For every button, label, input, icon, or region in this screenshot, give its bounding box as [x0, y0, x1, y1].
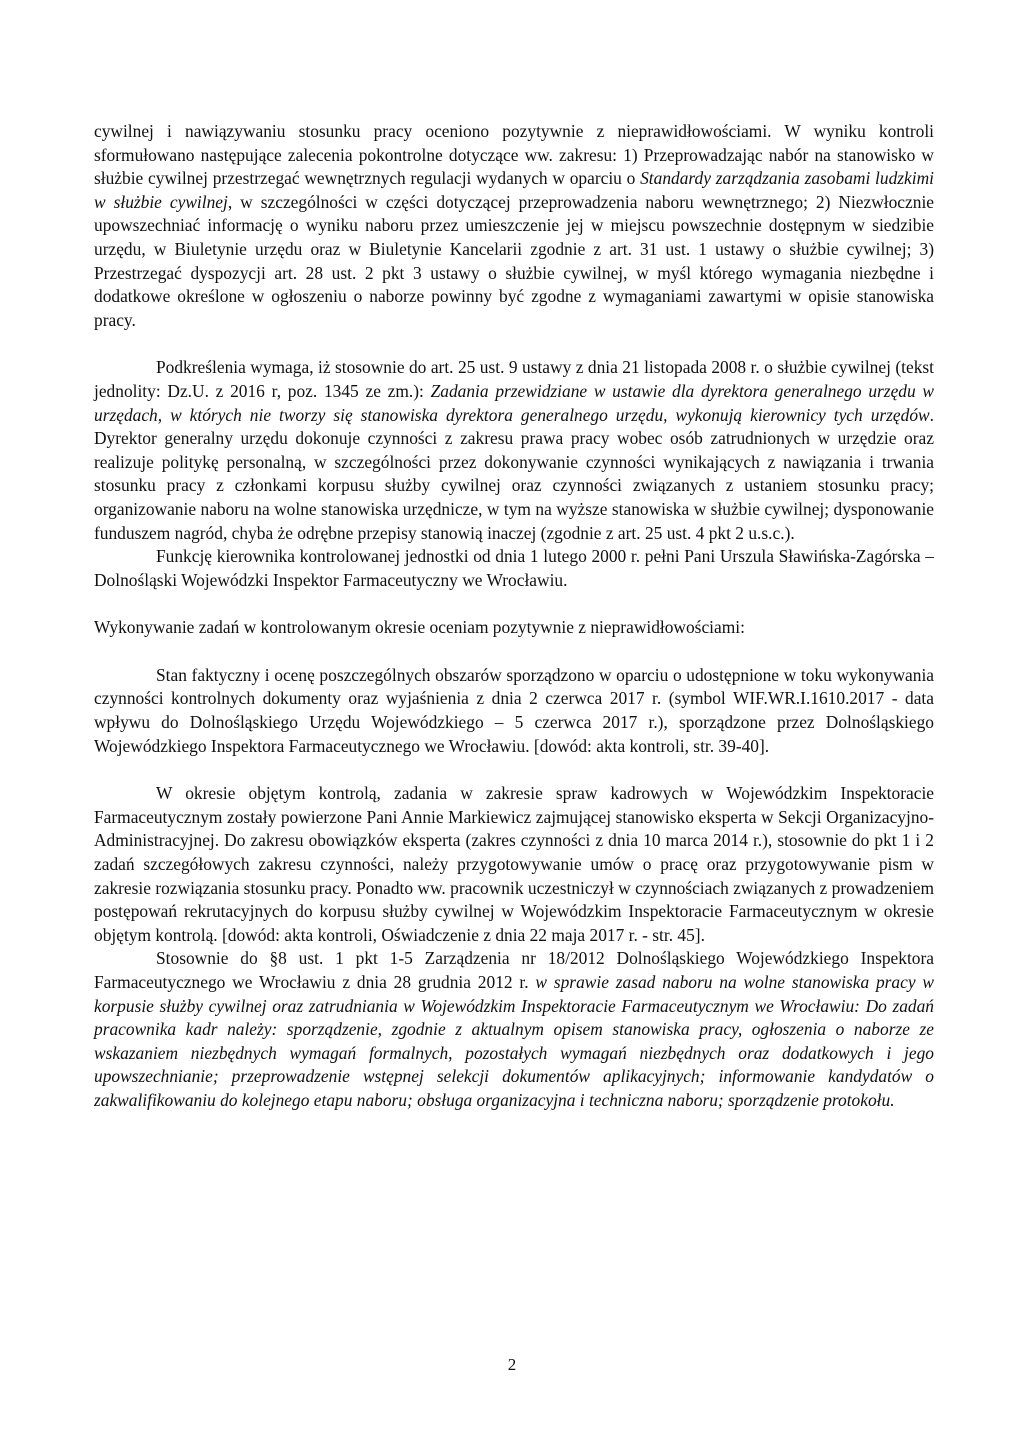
spacer	[94, 332, 934, 356]
spacer	[94, 640, 934, 664]
paragraph-hr-tasks: W okresie objętym kontrolą, zadania w zakresie spraw kadrowych w Wojewódzkim Inspektoracie Farmaceutycznym zostały powierzone Pani Annie Markiewicz zajmującej stanowisko eksperta w Sekcji Organizacyjno-Administracyjnej. Do zakresu obowiązków eksperta (zakres czynności z dnia 10 marca 2014 r.), stosownie do pkt 1 i 2 zadań szczegółowych zakresu czynności, należy przygotowywanie umów o pracę oraz przygotowywanie pism w zakresie rozwiązania stosunku pracy. Ponadto ww. pracownik uczestniczył w czynnościach związanych z prowadzeniem postępowań rekrutacyjnych do korpusu służby cywilnej w Wojewódzkim Inspektoracie Farmaceutycznym w okresie objętym kontrolą. [dowód: akta kontroli, Oświadczenie z dnia 22 maja 2017 r. - str. 45].	[94, 783, 934, 945]
document-page	[94, 120, 934, 1113]
paragraph-regulation: Stosownie do §8 ust. 1 pkt 1-5 Zarządzenia nr 18/2012 Dolnośląskiego Wojewódzkiego Inspektora Farmaceutycznego we Wrocławiu z dnia 28 grudnia 2012 r. w sprawie zasad naboru na wolne stanowiska pracy w korpusie służby cywilnej oraz zatrudniania w Wojewódzkim Inspektoracie Farmaceutycznym we Wrocławiu: Do zadań pracownika kadr należy: sporządzenie, zgodnie z aktualnym opisem stanowiska pracy, ogłoszenia o naborze ze wskazaniem niezbędnych wymagań formalnych, pozostałych wymagań niezbędnych oraz dodatkowych i jego upowszechnianie; przeprowadzenie wstępnej selekcji dokumentów aplikacyjnych; informowanie kandydatów o zakwalifikowaniu do kolejnego etapu naboru; obsługa organizacyjna i techniczna naboru; sporządzenie protokołu.	[94, 948, 934, 1110]
page-number: 2	[507, 1355, 517, 1374]
paragraph-recommendations: cywilnej i nawiązywaniu stosunku pracy oceniono pozytywnie z nieprawidłowościami. W wyniku kontroli sformułowano następujące zalecenia pokontrolne dotyczące ww. zakresu: 1) Przeprowadzając nabór na stanowisko w służbie cywilnej przestrzegać wewnętrznych regulacji wydanych w oparciu o Standardy zarządzania zasobami ludzkimi w służbie cywilnej, w szczególności w części dotyczącej przeprowadzenia naboru wewnętrznego; 2) Niezwłocznie upowszechniać informację o wyniku naboru przez umieszczenie jej w miejscu powszechnie dostępnym w siedzibie urzędu, w Biuletynie urzędu oraz w Biuletynie Kancelarii zgodnie z art. 31 ust. 1 ustawy o służbie cywilnej; 3) Przestrzegać dyspozycji art. 28 ust. 2 pkt 3 ustawy o służbie cywilnej, w myśl którego wymagania niezbędne i dodatkowe określone w ogłoszeniu o naborze powinny być zgodne z wymaganiami zawartymi w opisie stanowiska pracy.	[94, 121, 934, 330]
paragraph-assessment: Wykonywanie zadań w kontrolowanym okresie oceniam pozytywnie z nieprawidłowościami:	[94, 617, 745, 638]
paragraph-unit-head: Funkcję kierownika kontrolowanej jednostki od dnia 1 lutego 2000 r. pełni Pani Urszula Sławińska-Zagórska – Dolnośląski Wojewódzki Inspektor Farmaceutyczny we Wrocławiu.	[94, 546, 934, 590]
paragraph-factual-state: Stan faktyczny i ocenę poszczególnych obszarów sporządzono w oparciu o udostępnione w toku wykonywania czynności kontrolnych dokumenty oraz wyjaśnienia z dnia 2 czerwca 2017 r. (symbol WIF.WR.I.1610.2017 - data wpływu do Dolnośląskiego Urzędu Wojewódzkiego – 5 czerwca 2017 r.), sporządzone przez Dolnośląskiego Wojewódzkiego Inspektora Farmaceutycznego we Wrocławiu. [dowód: akta kontroli, str. 39-40].	[94, 664, 934, 756]
paragraph-legal-basis: Podkreślenia wymaga, iż stosownie do art. 25 ust. 9 ustawy z dnia 21 listopada 2008 r. o służbie cywilnej (tekst jednolity: Dz.U. z 2016 r, poz. 1345 ze zm.): Zadania przewidziane w ustawie dla dyrektora generalnego urzędu w urzędach, w których nie tworzy się stanowiska dyrektora generalnego urzędu, wykonują kierownicy tych urzędów. Dyrektor generalny urzędu dokonuje czynności z zakresu prawa pracy wobec osób zatrudnionych w urzędzie oraz realizuje politykę personalną, w szczególności przez dokonywanie czynności wynikających z nawiązania i trwania stosunku pracy z członkami korpusu służby cywilnej oraz czynności związanych z ustaniem stosunku pracy; organizowanie naboru na wolne stanowiska urzędnicze, w tym na wyższe stanowiska w służbie cywilnej; dysponowanie funduszem nagród, chyba że odrębne przepisy stanowią inaczej (zgodnie z art. 25 ust. 4 pkt 2 u.s.c.).	[94, 357, 935, 543]
spacer	[94, 592, 934, 616]
spacer	[94, 758, 934, 782]
